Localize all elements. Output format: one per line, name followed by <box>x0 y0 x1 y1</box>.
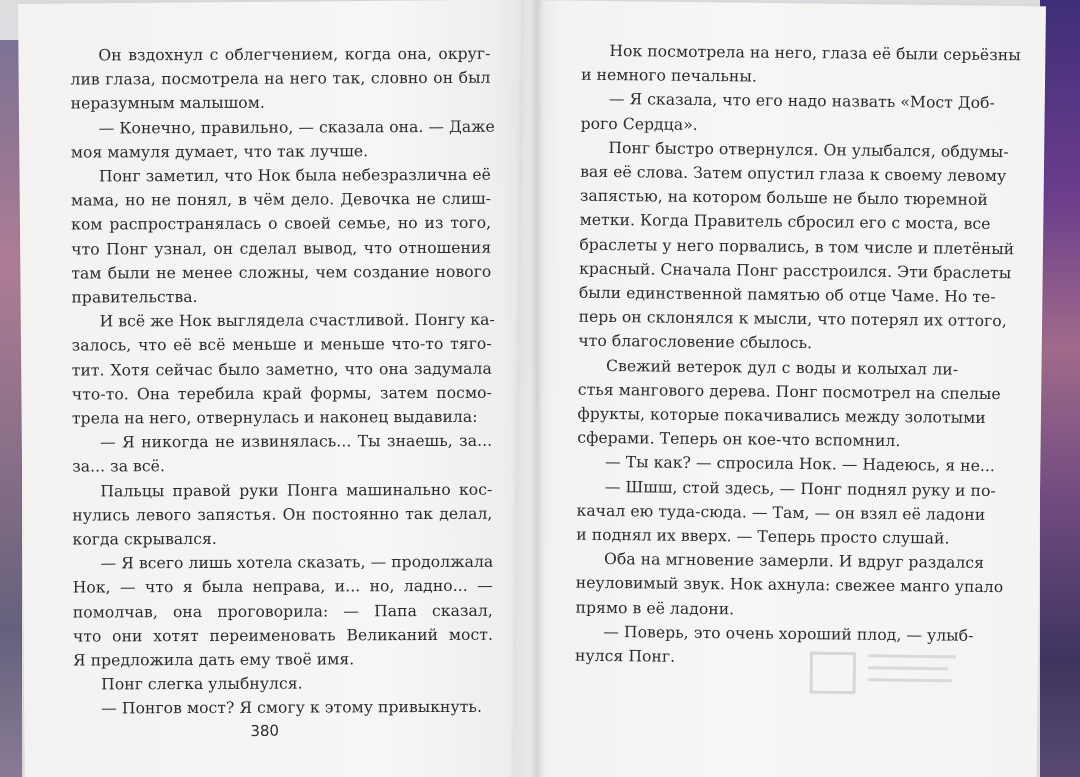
text-line: ком распространялась о своей семье, но из того, <box>71 214 492 234</box>
text-line: Он вздохнул с облегчением, когда она, округ- <box>98 44 491 65</box>
text-line: мама, но не понял, в чём дело. Девочка не слиш- <box>70 189 492 210</box>
text-line: — Ты как? — спросила Нок. — Надеюсь, я не... <box>605 453 996 476</box>
text-line: вая её слова. Затем опустил глаза к своему левому <box>580 162 1007 186</box>
text-line: Пальцы правой руки Понга машинально кос- <box>100 480 493 501</box>
text-line: И всё же Нок выглядела счастливой. Понгу ка- <box>99 310 495 331</box>
right-page <box>514 0 1046 777</box>
text-line: что они хотят переименовать Великаний мост. <box>72 625 493 646</box>
text-line: Оба на мгновение замерли. И вдруг раздался <box>603 550 985 573</box>
text-line: перь он склонялся к мысли, что потерял их оттого, <box>578 307 1007 331</box>
text-line: там были не менее сложны, чем создание нового <box>71 262 492 283</box>
text-line: — Я сказала, что его надо назвать «Мост Доб- <box>608 90 995 113</box>
text-line: красный. Сначала Понг расстроился. Эти браслеты <box>579 259 1012 283</box>
text-line: и поднял их вверх. — Теперь просто слушай. <box>576 525 950 548</box>
text-line: прямо в её ладони. <box>575 598 735 619</box>
text-line: браслеты у него порвались, в том числе и плетёный <box>579 235 1015 258</box>
text-line: лив глаза, посмотрела на него так, словно он был <box>70 68 491 89</box>
text-line: — Поверь, это очень хороший плод, — улыб- <box>603 622 974 645</box>
text-line: Нок, — что я была неправа, и... но, ладно... — <box>72 577 493 598</box>
text-line: неуловимый звук. Нок ахнула: свежее манго упало <box>575 574 1004 597</box>
text-line: Я предложила дать ему твоё имя. <box>73 650 355 670</box>
text-line: помолчав, она проговорила: — Папа сказал, <box>72 601 493 622</box>
text-line: качал ею туда-сюда. — Там, — он взял её ладони <box>576 501 986 524</box>
text-line: — Я никогда не извинялась... Ты знаешь, за... <box>100 431 493 452</box>
text-line: Нок посмотрела на него, глаза её были серьёзны <box>609 41 1021 65</box>
text-line: рого Сердца». <box>580 114 698 134</box>
text-line: сферами. Теперь он кое-что вспомнил. <box>577 428 901 451</box>
text-line: что Понг узнал, он сделал вывод, что отношения <box>71 238 492 259</box>
text-line: — Понгов мост? Я смогу к этому привыкнуть. <box>101 698 482 718</box>
page-number: 380 <box>250 721 280 741</box>
text-line: запястью, на котором больше не было тюремной <box>579 186 988 210</box>
book-cover-edge-right <box>1040 0 1080 777</box>
text-line: Понг слегка улыбнулся. <box>101 674 303 694</box>
text-line: нулся Понг. <box>574 646 676 666</box>
text-line: Понг быстро отвернулся. Он улыбался, обдумы- <box>608 138 1009 161</box>
text-line: залось, что её всё меньше и меньше что-то тяго- <box>71 335 492 355</box>
text-line: за... за всё. <box>72 457 165 476</box>
text-line: что-то. Она теребила край формы, затем посмо- <box>71 383 492 404</box>
text-line: Понг заметил, что Нок была небезразлична её <box>98 165 491 186</box>
text-line: нулись левого запястья. Он постоянно так делал, <box>72 504 493 525</box>
text-line: когда скрывался. <box>72 529 217 549</box>
text-line: были единственной памятью об отце Чаме. Но те- <box>578 283 996 307</box>
text-line: — Я всего лишь хотела сказать, — продолжала <box>100 552 494 573</box>
text-line: стья мангового дерева. Понг посмотрел на спелые <box>577 380 1001 403</box>
text-line: — Конечно, правильно, — сказала она. — Даже <box>98 117 495 138</box>
text-line: метки. Когда Правитель сбросил его с моста, все <box>579 211 991 234</box>
text-line: трела на него, отвернулась и наконец выдавила: <box>71 407 478 428</box>
text-line: фрукты, которые покачивались между золотыми <box>577 404 986 428</box>
left-page-text <box>70 42 493 722</box>
book-gutter <box>530 0 544 777</box>
right-page-text <box>574 39 1021 672</box>
text-line: Свежий ветерок дул с воды и колыхал ли- <box>606 356 959 379</box>
text-line: моя мамуля думает, что так лучше. <box>70 142 369 162</box>
text-line: — Шшш, стой здесь, — Понг поднял руку и по- <box>604 477 996 500</box>
text-line: тит. Хотя сейчас было заметно, что она задумала <box>71 359 492 380</box>
text-line: что благословение сбылось. <box>578 332 813 353</box>
left-page <box>18 0 545 777</box>
text-line: и немного печальны. <box>581 65 757 86</box>
text-line: правительства. <box>71 288 198 307</box>
text-line: неразумным малышом. <box>70 94 265 113</box>
